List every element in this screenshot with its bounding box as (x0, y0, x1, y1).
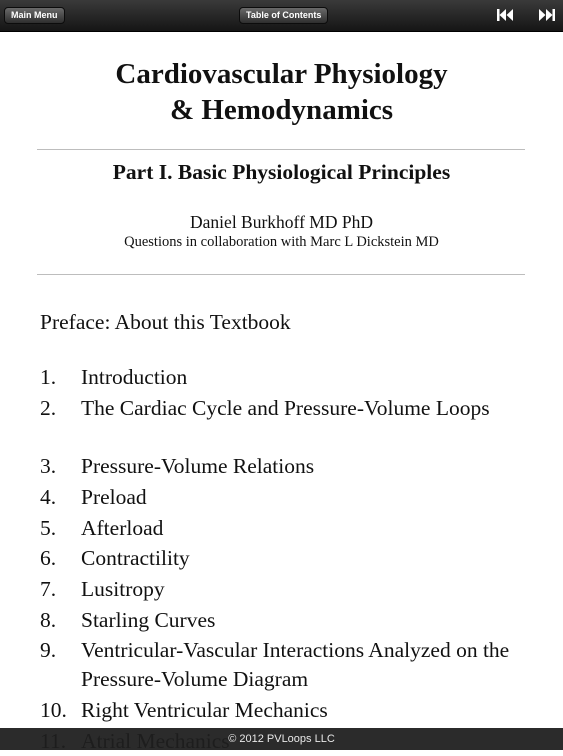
toc-item-number: 9. (40, 638, 57, 662)
toc-item-label: Lusitropy (81, 577, 165, 601)
table-of-contents-button[interactable]: Table of Contents (239, 7, 328, 24)
toc-item-number: 3. (40, 454, 57, 478)
copyright-bar: © 2012 PVLoops LLC (0, 728, 563, 750)
collaboration-note: Questions in collaboration with Marc L Dickstein MD (124, 234, 439, 250)
divider (37, 274, 525, 275)
top-toolbar (0, 0, 563, 32)
main-menu-button[interactable]: Main Menu (4, 7, 65, 24)
toc-item-number: 10. (40, 698, 67, 722)
book-title (0, 56, 563, 128)
toc-item-number: 1. (40, 365, 57, 389)
toc-item-number: 8. (40, 608, 57, 632)
toc-item-label: Right Ventricular Mechanics (81, 698, 328, 722)
toc-item-number: 2. (40, 396, 57, 420)
toc-item-label: Starling Curves (81, 608, 216, 632)
toc-item-number: 7. (40, 577, 57, 601)
toc-item-number: 5. (40, 516, 57, 540)
toc-item-label: Contractility (81, 546, 190, 570)
divider (37, 149, 525, 150)
book-title-line1: Cardiovascular Physiology (115, 58, 448, 90)
toc-item-label: Ventricular-Vascular Interactions Analyzed on the Pressure-Volume Diagram (81, 638, 510, 691)
toc-item-number: 4. (40, 485, 57, 509)
toc-item-label: The Cardiac Cycle and Pressure-Volume Loops (81, 396, 490, 420)
preface-link[interactable]: Preface: About this Textbook (40, 310, 291, 334)
toc-item-label: Preload (81, 485, 147, 509)
toc-item-number: 6. (40, 546, 57, 570)
toc-item-label: Afterload (81, 516, 164, 540)
toc-item-label: Introduction (81, 365, 188, 389)
skip-back-icon[interactable] (494, 6, 516, 24)
toc-item-label: Pressure-Volume Relations (81, 454, 315, 478)
book-title-line2: & Hemodynamics (169, 94, 394, 126)
part-title: Part I. Basic Physiological Principles (112, 160, 451, 184)
skip-forward-icon[interactable] (536, 6, 558, 24)
book-page (0, 32, 563, 728)
author-name: Daniel Burkhoff MD PhD (190, 212, 373, 232)
